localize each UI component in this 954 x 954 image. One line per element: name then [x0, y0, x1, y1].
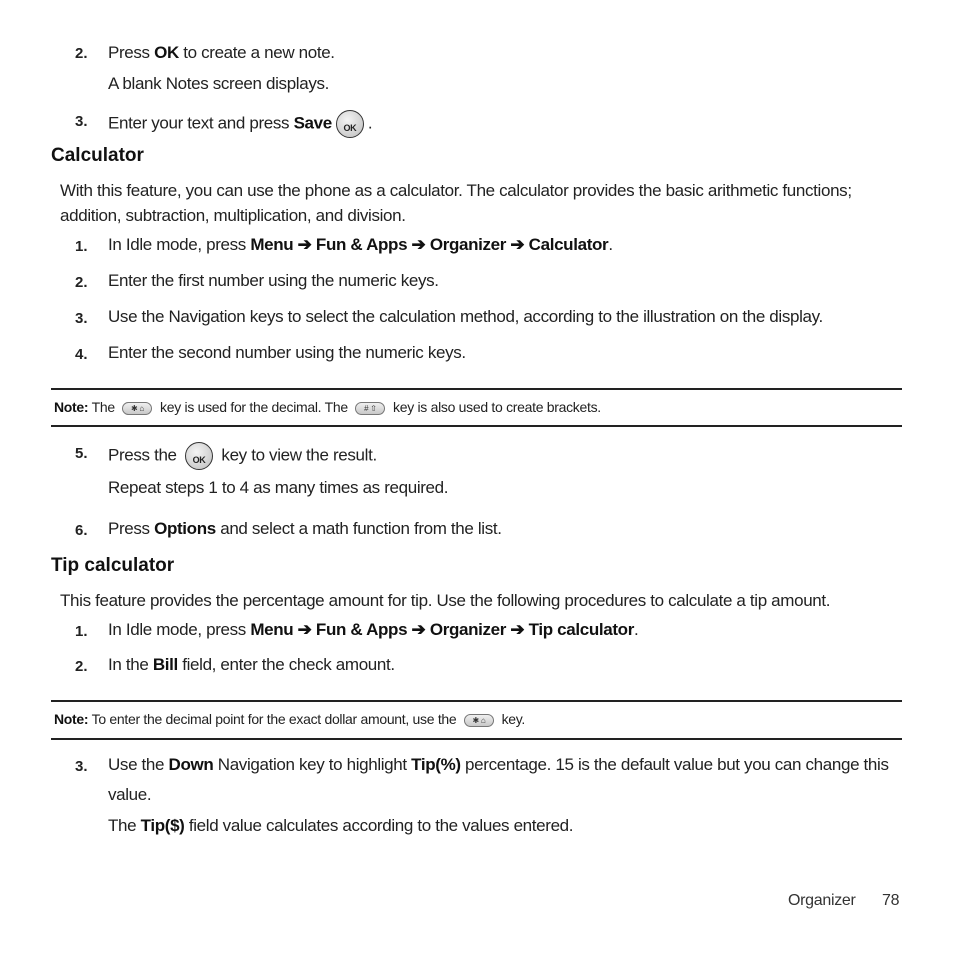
- section-intro: This feature provides the percentage amount for tip. Use the following procedures to calculate a tip amount.: [60, 591, 831, 610]
- step-number: 2.: [75, 45, 88, 62]
- step-text: Press the OK key to view the result.: [108, 442, 377, 470]
- step-text: Press Options and select a math function from the list.: [108, 519, 502, 538]
- step-text: Use the Navigation keys to select the calculation method, according to the illustration on the display.: [108, 307, 823, 326]
- step-number: 3.: [75, 310, 88, 327]
- step-text: Enter the second number using the numeric keys.: [108, 343, 466, 362]
- note-text: key is used for the decimal. The: [156, 399, 352, 415]
- footer-section-name: Organizer: [788, 892, 856, 909]
- step-number: 1.: [75, 238, 88, 255]
- step-text-continued: value.: [108, 785, 152, 804]
- ok-key-icon: [185, 442, 213, 470]
- step-number: 1.: [75, 623, 88, 640]
- step-text: In Idle mode, press Menu ➔ Fun & Apps ➔ Organizer ➔ Calculator.: [108, 235, 613, 254]
- step-subtext: A blank Notes screen displays.: [108, 74, 330, 93]
- note-box: [51, 700, 902, 740]
- step-text: Use the Down Navigation key to highlight Tip(%) percentage. 15 is the default value but you can change this: [108, 755, 889, 774]
- hash-key-icon: # ⇧: [355, 402, 385, 415]
- step-number: 3.: [75, 758, 88, 775]
- step-number: 4.: [75, 346, 88, 363]
- note-label: Note:: [54, 399, 89, 415]
- step-subtext: The Tip($) field value calculates according to the values entered.: [108, 816, 574, 835]
- note-text: The: [88, 399, 119, 415]
- step-number: 6.: [75, 522, 88, 539]
- step-text: In the Bill field, enter the check amount.: [108, 655, 395, 674]
- step-subtext: Repeat steps 1 to 4 as many times as required.: [108, 478, 449, 497]
- step-text: Press OK to create a new note.: [108, 43, 335, 62]
- note-box: [51, 388, 902, 427]
- step-number: 2.: [75, 658, 88, 675]
- star-key-icon: ✱ ⌂: [122, 402, 152, 415]
- note-text: key is also used to create brackets.: [389, 399, 601, 415]
- step-number: 3.: [75, 113, 88, 130]
- step-text: Enter the first number using the numeric keys.: [108, 271, 439, 290]
- ok-key-icon: [336, 110, 364, 138]
- note-label: Note:: [54, 711, 89, 727]
- note-text: key.: [497, 711, 526, 727]
- section-heading-tip-calculator: Tip calculator: [51, 555, 175, 576]
- step-text: Enter your text and press SaveOK .: [108, 110, 372, 138]
- section-heading-calculator: Calculator: [51, 145, 144, 166]
- step-text: In Idle mode, press Menu ➔ Fun & Apps ➔ Organizer ➔ Tip calculator.: [108, 620, 639, 639]
- page-number: 78: [882, 892, 900, 909]
- note-text: To enter the decimal point for the exact dollar amount, use the: [88, 711, 460, 727]
- star-key-icon: ✱ ⌂: [464, 714, 494, 727]
- step-number: 5.: [75, 445, 88, 462]
- section-intro: With this feature, you can use the phone as a calculator. The calculator provides the basic arithmetic functions; addition, subtraction, multiplication, and division.: [60, 181, 852, 225]
- step-number: 2.: [75, 274, 88, 291]
